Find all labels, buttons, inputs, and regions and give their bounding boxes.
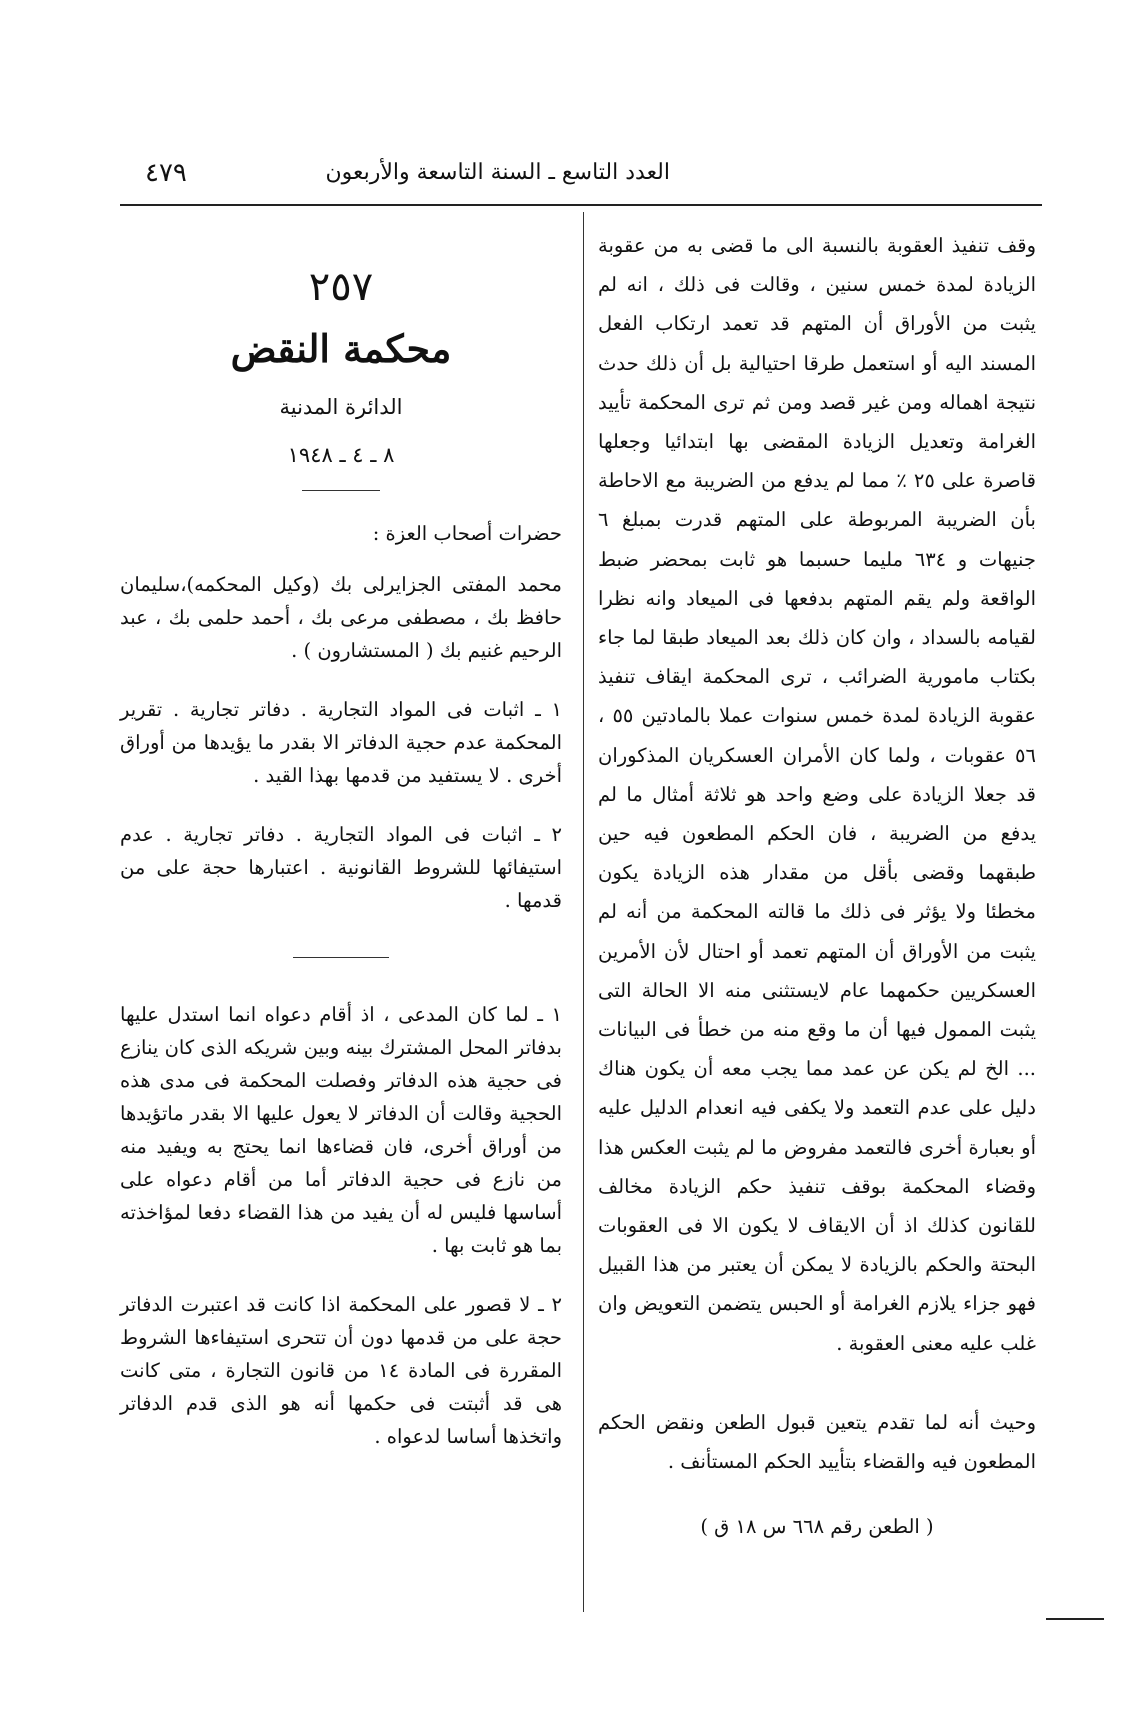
panel-members: محمد المفتى الجزايرلى بك (وكيل المحكمه)،سليمان حافظ بك ، مصطفى مرعى بك ، أحمد حلمى بك ، عبد الرحيم غنيم بك ( المستشارون ) . bbox=[120, 573, 562, 662]
column-separator bbox=[583, 212, 584, 1612]
judgment-date: ٨ ـ ٤ ـ ١٩٤٨ bbox=[287, 443, 395, 467]
header-rule bbox=[120, 204, 1042, 206]
panel-heading: حضرات أصحاب العزة : bbox=[372, 522, 562, 545]
principle-2: ٢ ـ لا قصور على المحكمة اذا كانت قد اعتبرت الدفاتر حجة على من قدمها دون أن تتحرى استيفاءها الشروط المقررة فى المادة ١٤ من قانون التجارة ، متى كانت هى قد أثبتت فى حكمها أنه هو الذى قدم الدفاتر واتخذها أساسا لدعواه . bbox=[120, 1293, 562, 1448]
header-title: العدد التاسع ـ السنة التاسعة والأربعون bbox=[325, 160, 670, 185]
appeal-reference: ( الطعن رقم ٦٦٨ س ١٨ ق ) bbox=[700, 1515, 934, 1539]
running-header bbox=[120, 158, 1040, 198]
court-circuit: الدائرة المدنية bbox=[279, 395, 403, 419]
judgment-continuation: وقف تنفيذ العقوبة بالنسبة الى ما قضى به من عقوبة الزيادة لمدة خمس سنين ، وقالت فى ذلك ، انه لم يثبت من الأوراق أن المتهم قد تعمد ارتكاب الفعل المسند اليه أو استعمل طرقا احتيالية بل أن ذلك حدث نتيجة اهماله ومن غير قصد ومن ثم ترى المحكمة تأييد الغرامة وتعديل الزيادة المقضى بها ابتدائيا وجعلها قاصرة على ٢٥ ٪ مما لم يدفع من الضريبة مع الاحاطة بأن الضريبة المربوطة على المتهم قدرت بمبلغ ٦ جنيهات و ٦٣٤ مليما حسبما هو ثابت بمحضر ضبط الواقعة ولم يقم المتهم بدفعها فى الميعاد وانه نظرا لقيامه بالسداد ، وان كان ذلك بعد الميعاد طبقا لما جاء بكتاب مامورية الضرائب ، ترى المحكمة ايقاف تنفيذ عقوبة الزيادة لمدة خمس سنوات عملا بالمادتين ٥٥ ، ٥٦ عقوبات ، ولما كان الأمران العسكريان المذكوران قد جعلا الزيادة على وضع واحد هو ثلاثة أمثال ما لم يدفع من الضريبة ، فان الحكم المطعون فيه حين طبقهما وقضى بأقل من مقدار هذه الزيادة يكون مخطئا ولا يؤثر فى ذلك ما قالته المحكمة من أنه لم يثبت من الأوراق أن المتهم تعمد أو احتال لأن الأمرين العسكريين حكمهما عام لايستثنى منه الا الحالة التى يثبت الممول فيها أن ما وقع منه من خطأ فى البيانات ... الخ لم يكن عن عمد مما يجب معه أن يكون هناك دليل على عدم التعمد ولا يكفى فيه انعدام الدليل عليه أو بعبارة أخرى فالتعمد مفروض ما لم يثبت العكس هذا وقضاء المحكمة بوقف تنفيذ حكم الزيادة مخالف للقانون كذلك اذ أن الايقاف لا يكون الا فى العقوبات البحتة والحكم بالزيادة لا يمكن أن يعتبر من هذا القبيل فهو جزاء يلازم الغرامة أو الحبس يتضمن التعويض وان غلب عليه معنى العقوبة . bbox=[598, 234, 1036, 1355]
summary-1: ١ ـ اثبات فى المواد التجارية . دفاتر تجارية . تقرير المحكمة عدم حجية الدفاتر الا بقدر ما يؤيدها من أوراق أخرى . لا يستفيد من قدمها بهذا القيد . bbox=[120, 698, 562, 787]
summary-2: ٢ ـ اثبات فى المواد التجارية . دفاتر تجارية . عدم استيفائها للشروط القانونية . اعتبارها حجة على من قدمها . bbox=[120, 823, 562, 912]
judgment-conclusion: وحيث أنه لما تقدم يتعين قبول الطعن ونقض الحكم المطعون فيه والقضاء بتأييد الحكم المستأنف . bbox=[598, 1410, 1036, 1474]
page-number: ٤٧٩ bbox=[145, 158, 187, 188]
footer-rule bbox=[1046, 1618, 1104, 1620]
principle-1: ١ ـ لما كان المدعى ، اذ أقام دعواه انما استدل عليها بدفاتر المحل المشترك بينه وبين شريكه الذى كان ينازع فى حجية هذه الدفاتر وفصلت المحكمة فى مدى هذه الحجية وقالت أن الدفاتر لا يعول عليها الا بقدر ماتؤيدها من أوراق أخرى، فان قضاءها انما يحتج به ويفيد منه من نازع فى حجية الدفاتر أما من أقام دعواه على أساسها فليس له أن يفيد من هذا القضاء دفعا لمؤاخذته بما هو ثابت بها . bbox=[120, 1003, 562, 1257]
case-number: ٢٥٧ bbox=[308, 264, 374, 310]
left-column bbox=[120, 262, 562, 1453]
right-column bbox=[598, 226, 1036, 1547]
court-name: محكمة النقض bbox=[230, 326, 452, 371]
